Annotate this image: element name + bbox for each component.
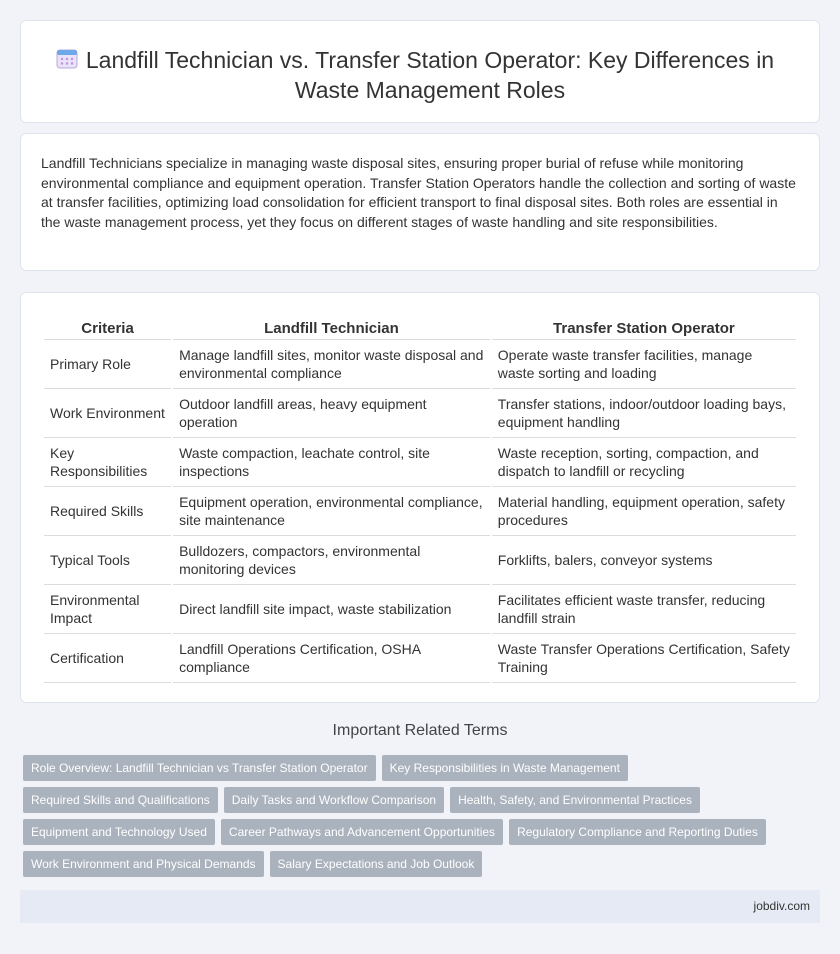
table-row: [44, 438, 796, 487]
criteria-cell: Certification: [44, 634, 171, 683]
table-row: [44, 634, 796, 683]
criteria-cell: Work Environment: [44, 389, 171, 438]
table-header-row: [44, 305, 796, 340]
comparison-table: [42, 305, 798, 683]
intro-paragraph: Landfill Technicians specialize in managing waste disposal sites, ensuring proper burial of refuse while monitoring environmental compliance and equipment operation. Transfer Station Operators handle the collection and sorting of waste at transfer facilities, optimizing load consolidation for efficient transport to final disposal sites. Both roles are essential in the waste management process, yet they focus on different stages of waste handling and site responsibilities.: [41, 155, 796, 231]
footer-site-link[interactable]: jobdiv.com: [753, 899, 810, 913]
landfill-cell: Equipment operation, environmental compliance, site maintenance: [173, 487, 490, 536]
related-term-tag[interactable]: Health, Safety, and Environmental Practices: [450, 787, 700, 813]
criteria-cell: Typical Tools: [44, 536, 171, 585]
related-term-tag[interactable]: Work Environment and Physical Demands: [23, 851, 264, 877]
related-term-tag[interactable]: Required Skills and Qualifications: [23, 787, 218, 813]
criteria-cell: Key Responsibilities: [44, 438, 171, 487]
landfill-cell: Direct landfill site impact, waste stabilization: [173, 585, 490, 634]
related-term-tag[interactable]: Key Responsibilities in Waste Management: [382, 755, 628, 781]
related-term-tag[interactable]: Regulatory Compliance and Reporting Duties: [509, 819, 766, 845]
header-landfill-technician: Landfill Technician: [173, 305, 490, 340]
transfer-cell: Waste Transfer Operations Certification, Safety Training: [492, 634, 796, 683]
landfill-cell: Landfill Operations Certification, OSHA compliance: [173, 634, 490, 683]
related-term-tag[interactable]: Equipment and Technology Used: [23, 819, 215, 845]
transfer-cell: Facilitates efficient waste transfer, reducing landfill strain: [492, 585, 796, 634]
comparison-table-card: [20, 292, 820, 703]
related-terms-title: Important Related Terms: [332, 722, 508, 739]
table-row: [44, 585, 796, 634]
landfill-cell: Waste compaction, leachate control, site inspections: [173, 438, 490, 487]
related-term-tag[interactable]: Role Overview: Landfill Technician vs Transfer Station Operator: [23, 755, 376, 781]
table-row: [44, 487, 796, 536]
landfill-cell: Manage landfill sites, monitor waste disposal and environmental compliance: [173, 340, 490, 389]
landfill-cell: Bulldozers, compactors, environmental monitoring devices: [173, 536, 490, 585]
transfer-cell: Waste reception, sorting, compaction, and dispatch to landfill or recycling: [492, 438, 796, 487]
transfer-cell: Operate waste transfer facilities, manage waste sorting and loading: [492, 340, 796, 389]
footer: [20, 890, 820, 923]
table-row: [44, 340, 796, 389]
criteria-cell: Required Skills: [44, 487, 171, 536]
table-row: [44, 389, 796, 438]
intro-card: [20, 133, 820, 271]
landfill-cell: Outdoor landfill areas, heavy equipment operation: [173, 389, 490, 438]
criteria-cell: Environmental Impact: [44, 585, 171, 634]
header-criteria: Criteria: [44, 305, 171, 340]
transfer-cell: Forklifts, balers, conveyor systems: [492, 536, 796, 585]
related-terms-list: [23, 755, 803, 877]
table-row: [44, 536, 796, 585]
page-title: Landfill Technician vs. Transfer Station Operator: Key Differences in Waste Management Roles: [85, 47, 775, 103]
transfer-cell: Material handling, equipment operation, safety procedures: [492, 487, 796, 536]
related-term-tag[interactable]: Salary Expectations and Job Outlook: [270, 851, 483, 877]
title-card: [20, 20, 820, 123]
related-term-tag[interactable]: Daily Tasks and Workflow Comparison: [224, 787, 444, 813]
related-term-tag[interactable]: Career Pathways and Advancement Opportunities: [221, 819, 503, 845]
transfer-cell: Transfer stations, indoor/outdoor loading bays, equipment handling: [492, 389, 796, 438]
criteria-cell: Primary Role: [44, 340, 171, 389]
header-transfer-station-operator: Transfer Station Operator: [492, 305, 796, 340]
